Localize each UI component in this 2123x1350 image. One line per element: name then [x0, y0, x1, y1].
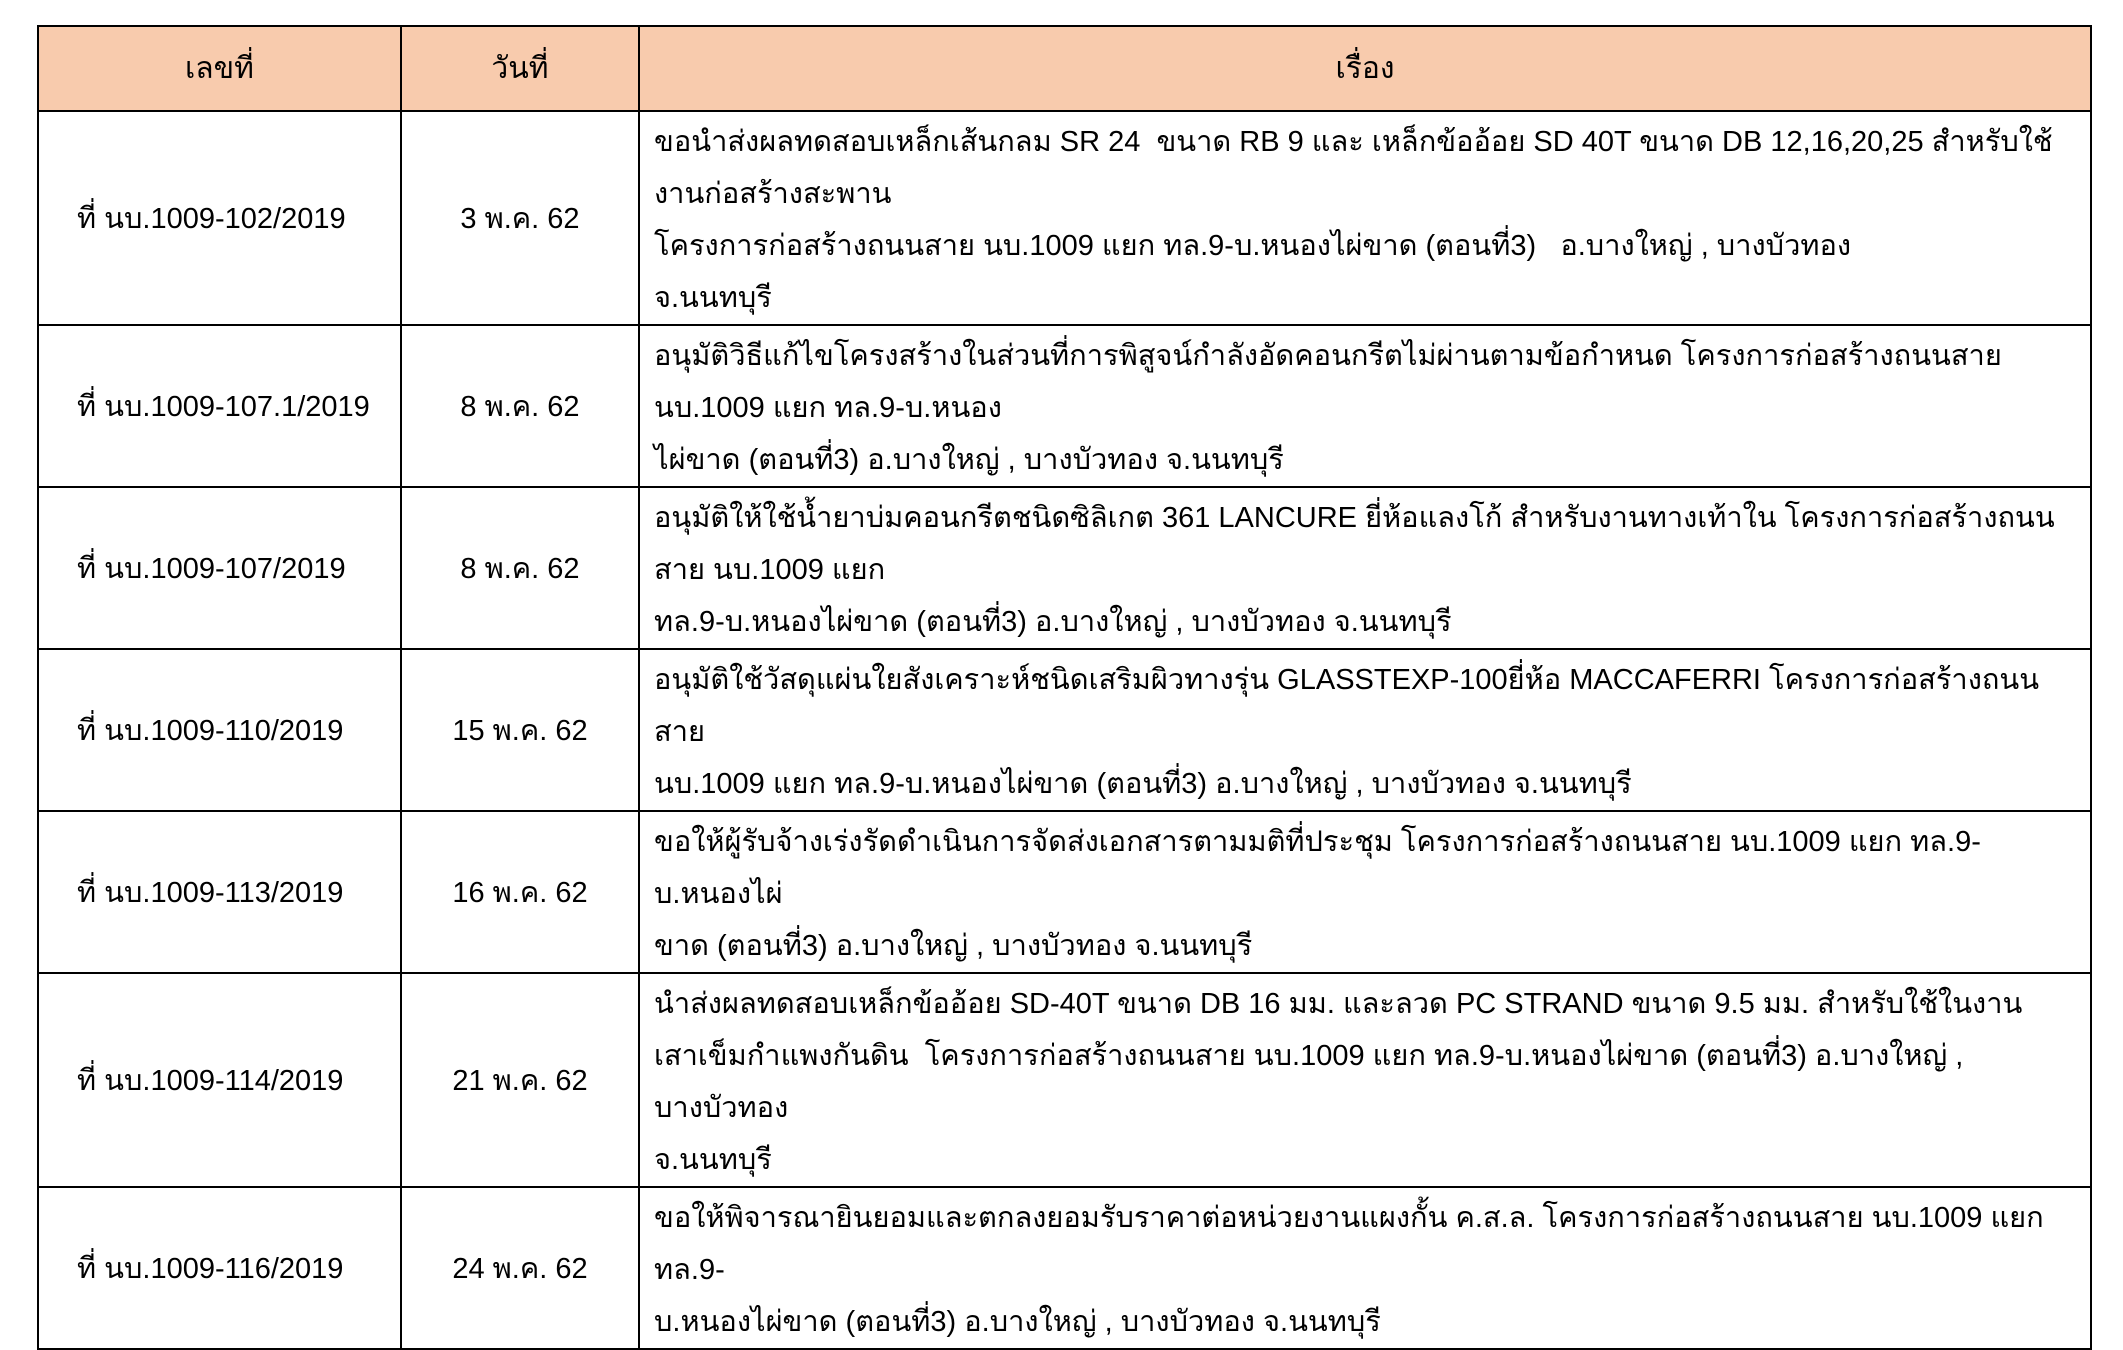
doc-number: ที่ นบ.1009-107/2019: [38, 487, 401, 649]
doc-number: ที่ นบ.1009-110/2019: [38, 649, 401, 811]
subject-line: นำส่งผลทดสอบเหล็กข้ออ้อย SD-40T ขนาด DB 16 มม. และลวด PC STRAND ขนาด 9.5 มม. สำหรับใช้ในงาน: [654, 988, 2023, 1020]
table-row: [38, 487, 2091, 649]
doc-subject: [639, 111, 2091, 325]
subject-line: อนุมัติให้ใช้น้ำยาบ่มคอนกรีตชนิดซิลิเกต 361 LANCURE ยี่ห้อแลงโก้ สำหรับงานทางเท้าใน โครงการก่อสร้างถนนสาย นบ.1009 แยก: [654, 502, 2055, 586]
subject-line: ทล.9-บ.หนองไผ่ขาด (ตอนที่3) อ.บางใหญ่ , บางบัวทอง จ.นนทบุรี: [654, 606, 1452, 638]
table-row: [38, 973, 2091, 1187]
header-cell-number: เลขที่: [38, 26, 401, 111]
doc-number: ที่ นบ.1009-102/2019: [38, 111, 401, 325]
doc-subject: [639, 1187, 2091, 1349]
subject-line: เสาเข็มกำแพงกันดิน โครงการก่อสร้างถนนสาย นบ.1009 แยก ทล.9-บ.หนองไผ่ขาด (ตอนที่3) อ.บางใหญ่ , บางบัวทอง: [654, 1040, 1972, 1124]
doc-number: ที่ นบ.1009-114/2019: [38, 973, 401, 1187]
subject-line: อนุมัติใช้วัสดุแผ่นใยสังเคราะห์ชนิดเสริมผิวทางรุ่น GLASSTEXP-100ยี่ห้อ MACCAFERRI โครงการก่อสร้างถนนสาย: [654, 664, 2040, 748]
subject-line: จ.นนทบุรี: [654, 282, 772, 314]
doc-subject: [639, 649, 2091, 811]
doc-date: 8 พ.ค. 62: [401, 487, 639, 649]
subject-line: นบ.1009 แยก ทล.9-บ.หนองไผ่ขาด (ตอนที่3) อ.บางใหญ่ , บางบัวทอง จ.นนทบุรี: [654, 768, 1632, 800]
table-row: [38, 811, 2091, 973]
header-cell-date: วันที่: [401, 26, 639, 111]
table-row: [38, 1187, 2091, 1349]
table-row: [38, 325, 2091, 487]
subject-line: ขอนำส่งผลทดสอบเหล็กเส้นกลม SR 24 ขนาด RB 9 และ เหล็กข้ออ้อย SD 40T ขนาด DB 12,16,20,25 สำหรับใช้งานก่อสร้างสะพาน: [654, 126, 2053, 210]
doc-subject: [639, 325, 2091, 487]
doc-subject: [639, 811, 2091, 973]
doc-subject: [639, 487, 2091, 649]
subject-line: จ.นนทบุรี: [654, 1144, 772, 1176]
doc-date: 8 พ.ค. 62: [401, 325, 639, 487]
doc-date: 24 พ.ค. 62: [401, 1187, 639, 1349]
subject-line: ไผ่ขาด (ตอนที่3) อ.บางใหญ่ , บางบัวทอง จ.นนทบุรี: [654, 444, 1284, 476]
subject-line: บ.หนองไผ่ขาด (ตอนที่3) อ.บางใหญ่ , บางบัวทอง จ.นนทบุรี: [654, 1306, 1381, 1338]
doc-subject: [639, 973, 2091, 1187]
header-cell-subject: เรื่อง: [639, 26, 2091, 111]
subject-line: ขาด (ตอนที่3) อ.บางใหญ่ , บางบัวทอง จ.นนทบุรี: [654, 930, 1253, 962]
subject-line: โครงการก่อสร้างถนนสาย นบ.1009 แยก ทล.9-บ.หนองไผ่ขาด (ตอนที่3) อ.บางใหญ่ , บางบัวทอง: [654, 230, 1852, 262]
subject-line: ขอให้ผู้รับจ้างเร่งรัดดำเนินการจัดส่งเอกสารตามมติที่ประชุม โครงการก่อสร้างถนนสาย นบ.1009 แยก ทล.9-บ.หนองไผ่: [654, 826, 1981, 910]
doc-date: 15 พ.ค. 62: [401, 649, 639, 811]
doc-date: 16 พ.ค. 62: [401, 811, 639, 973]
table-row: [38, 649, 2091, 811]
doc-number: ที่ นบ.1009-107.1/2019: [38, 325, 401, 487]
table-row: [38, 111, 2091, 325]
subject-line: อนุมัติวิธีแก้ไขโครงสร้างในส่วนที่การพิสูจน์กำลังอัดคอนกรีตไม่ผ่านตามข้อกำหนด โครงการก่อสร้างถนนสาย นบ.1009 แยก ทล.9-บ.หนอง: [654, 340, 2010, 424]
document-register-table: [37, 25, 2092, 1350]
doc-number: ที่ นบ.1009-116/2019: [38, 1187, 401, 1349]
subject-line: ขอให้พิจารณายินยอมและตกลงยอมรับราคาต่อหน่วยงานแผงกั้น ค.ส.ล. โครงการก่อสร้างถนนสาย นบ.1009 แยก ทล.9-: [654, 1202, 2052, 1286]
table-header-row: [38, 26, 2091, 111]
doc-number: ที่ นบ.1009-113/2019: [38, 811, 401, 973]
doc-date: 21 พ.ค. 62: [401, 973, 639, 1187]
doc-date: 3 พ.ค. 62: [401, 111, 639, 325]
